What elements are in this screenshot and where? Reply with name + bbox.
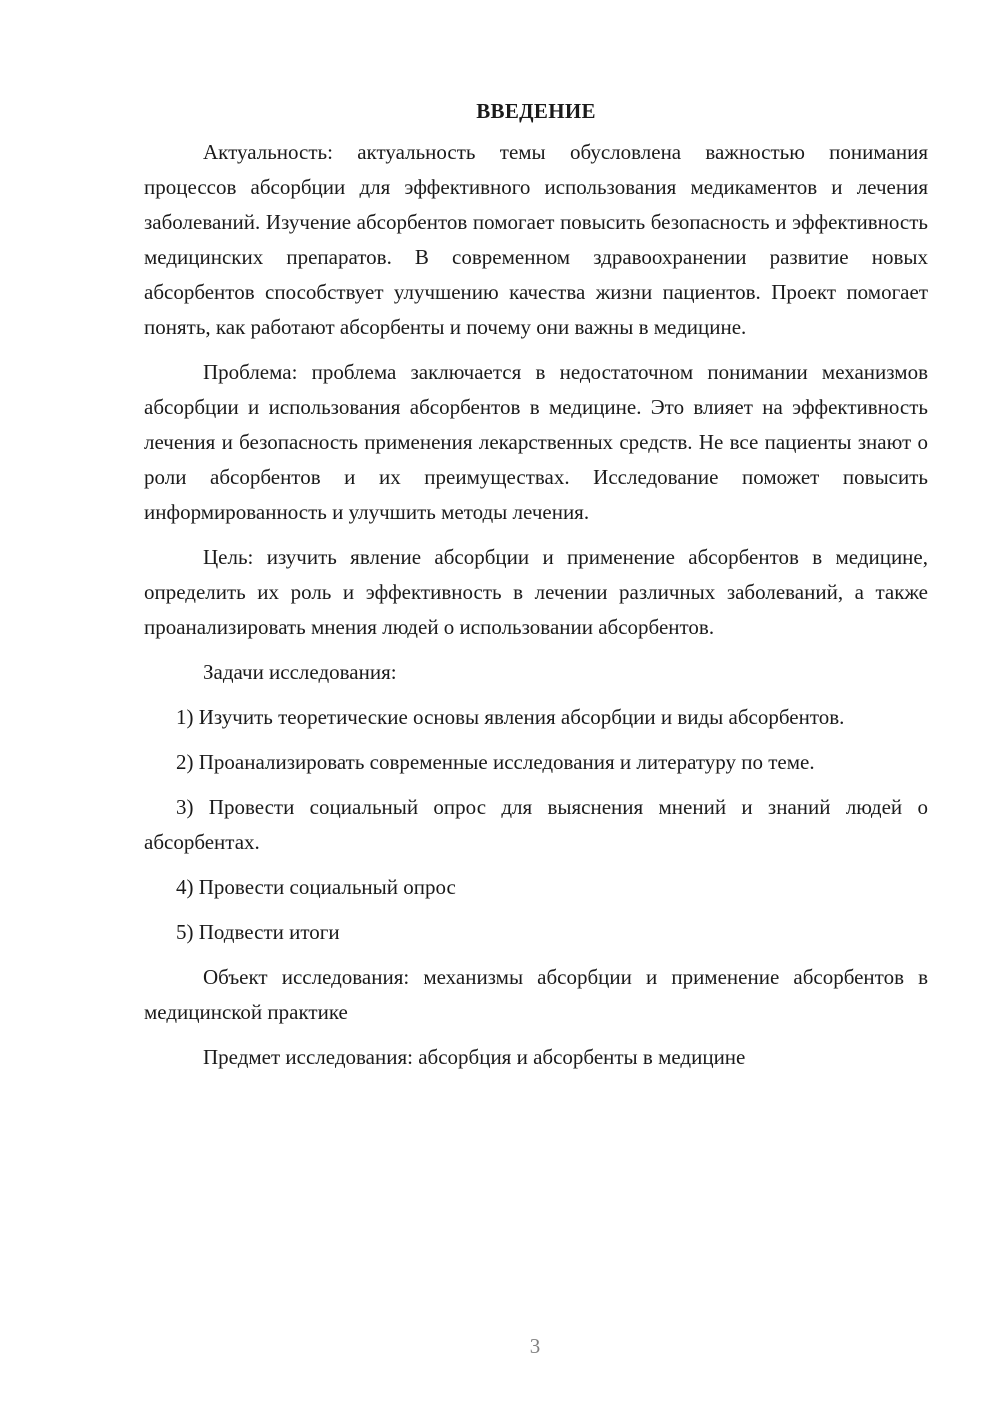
task-item-5: 5) Подвести итоги	[176, 920, 340, 944]
task-item-4: 4) Провести социальный опрос	[176, 875, 456, 899]
relevance-paragraph: Актуальность: актуальность темы обусловлена важностью понимания процессов абсорбции для эффективного использования медикаментов и лечения заболеваний. Изучение абсорбентов помогает повысить безопасность и эффективность медицинских препаратов. В современном здравоохранении развитие новых абсорбентов способствует улучшению качества жизни пациентов. Проект помогает понять, как работают абсорбенты и почему они важны в медицине.	[144, 140, 928, 339]
section-heading: ВВЕДЕНИЕ	[476, 99, 596, 123]
goal-paragraph: Цель: изучить явление абсорбции и применение абсорбентов в медицине, определить их роль и эффективность в лечении различных заболеваний, а также проанализировать мнения людей о использовании абсорбентов.	[144, 545, 928, 639]
task-item-3: 3) Провести социальный опрос для выяснения мнений и знаний людей о абсорбентах.	[144, 795, 928, 854]
research-subject-paragraph: Предмет исследования: абсорбция и абсорбенты в медицине	[203, 1045, 746, 1069]
task-item-1: 1) Изучить теоретические основы явления абсорбции и виды абсорбентов.	[176, 705, 845, 729]
research-object-paragraph: Объект исследования: механизмы абсорбции и применение абсорбентов в медицинской практике	[144, 965, 928, 1024]
problem-paragraph: Проблема: проблема заключается в недостаточном понимании механизмов абсорбции и использования абсорбентов в медицине. Это влияет на эффективность лечения и безопасность применения лекарственных средств. Не все пациенты знают о роли абсорбентов и их преимуществах. Исследование поможет повысить информированность и улучшить методы лечения.	[144, 360, 928, 524]
page-number: 3	[529, 1334, 541, 1358]
document-page	[144, 94, 928, 1085]
tasks-heading: Задачи исследования:	[203, 660, 397, 684]
task-item-2: 2) Проанализировать современные исследования и литературу по теме.	[176, 750, 815, 774]
